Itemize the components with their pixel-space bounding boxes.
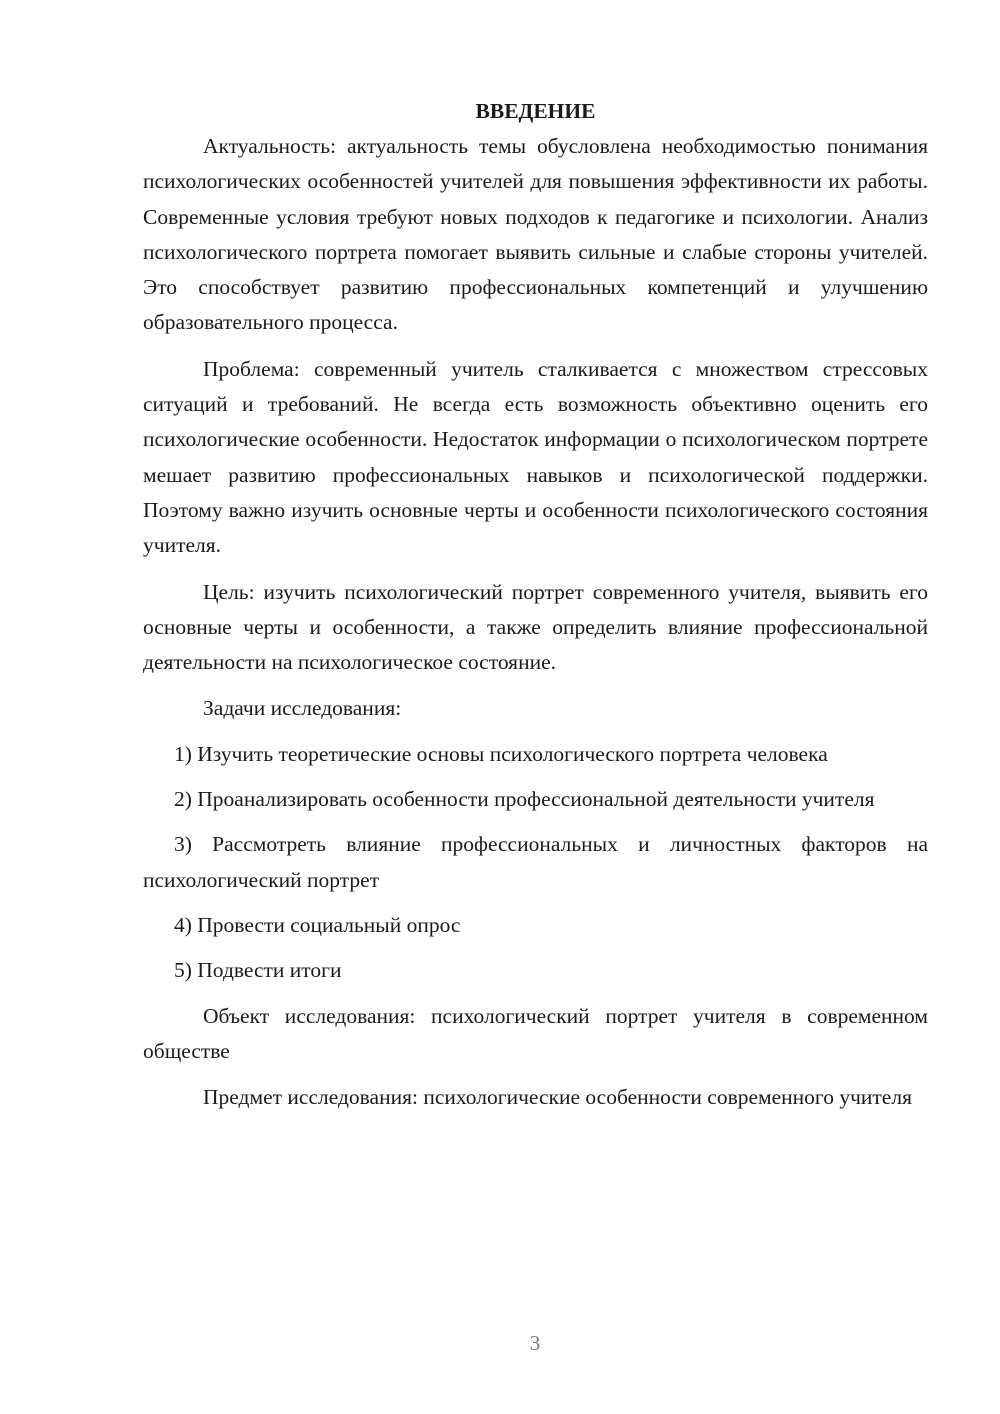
page-number: 3 <box>529 1331 541 1355</box>
task-item: 2) Проанализировать особенности профессиональной деятельности учителя <box>174 787 875 812</box>
paragraph-goal: Цель: изучить психологический портрет современного учителя, выявить его основные черты и особенности, а также определить влияние профессиональной деятельности на психологическое состояние. <box>143 579 928 675</box>
task-item: 1) Изучить теоретические основы психологического портрета человека <box>174 741 828 766</box>
task-item: 4) Провести социальный опрос <box>174 912 461 937</box>
page-title: ВВЕДЕНИЕ <box>475 99 596 123</box>
task-item: 5) Подвести итоги <box>174 958 342 983</box>
task-item: 3) Рассмотреть влияние профессиональных и личностных факторов на психологический портрет <box>143 832 928 892</box>
paragraph-subject: Предмет исследования: психологические особенности современного учителя <box>203 1085 912 1110</box>
document-page <box>143 94 928 1115</box>
paragraph-problem: Проблема: современный учитель сталкивается с множеством стрессовых ситуаций и требований. Не всегда есть возможность объективно оценить его психологические особенности. Недостаток информации о психологическом портрете мешает развитию профессиональных навыков и психологической поддержки. Поэтому важно изучить основные черты и особенности психологического состояния учителя. <box>143 356 928 558</box>
paragraph-tasks-heading: Задачи исследования: <box>203 696 402 721</box>
paragraph-relevance: Актуальность: актуальность темы обусловлена необходимостью понимания психологических особенностей учителей для повышения эффективности их работы. Современные условия требуют новых подходов к педагогике и психологии. Анализ психологического портрета помогает выявить сильные и слабые стороны учителей. Это способствует развитию профессиональных компетенций и улучшению образовательного процесса. <box>143 134 928 335</box>
paragraph-object: Объект исследования: психологический портрет учителя в современном обществе <box>143 1003 928 1063</box>
